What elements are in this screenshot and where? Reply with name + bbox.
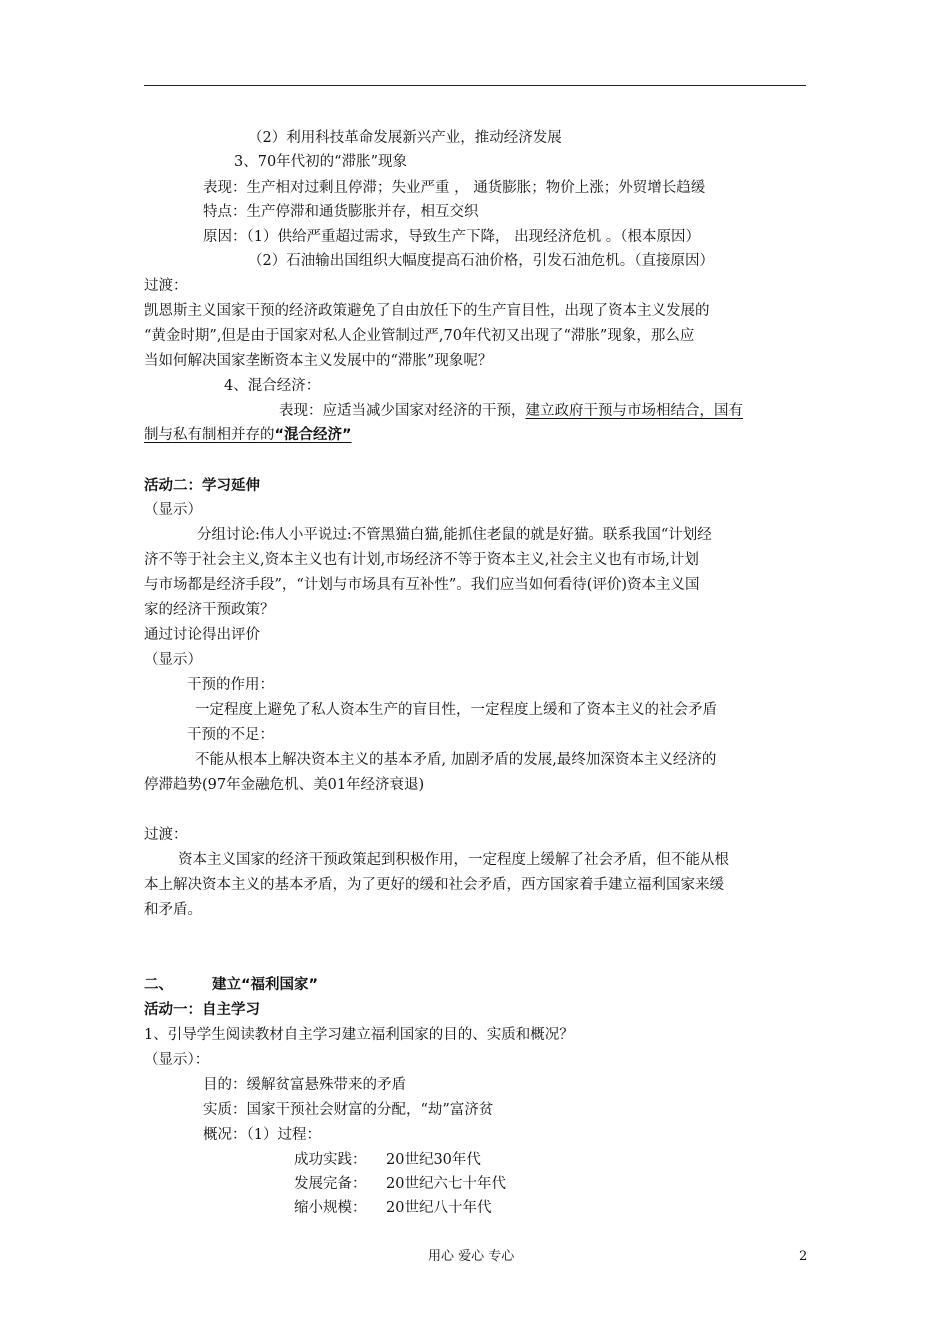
text-line: 资本主义国家的经济干预政策起到积极作用，一定程度上缓解了社会矛盾，但不能从根 — [178, 852, 729, 868]
text-line: 停滞趋势(97年金融危机、美01年经济衰退) — [144, 777, 425, 793]
text-line: 凯恩斯主义国家干预的经济政策避免了自由放任下的生产盲目性，出现了资本主义发展的 — [144, 303, 710, 319]
underlined-bold-text: “混合经济” — [274, 427, 352, 443]
text-line: （显示）： — [144, 1052, 210, 1068]
text-line: （2）利用科技革命发展新兴产业，推动经济发展 — [248, 130, 562, 146]
timeline-label: 成功实践： — [294, 1152, 367, 1168]
timeline-label: 发展完备： — [294, 1176, 367, 1192]
text-line: 与市场都是经济手段”，“计划与市场具有互补性”。我们应当如何看待(评价)资本主义国 — [144, 577, 700, 593]
text-line: 和矛盾。 — [144, 902, 202, 918]
footer-text: 用心 爱心 专心 — [428, 1249, 515, 1264]
text-line: 1、引导学生阅读教材自主学习建立福利国家的目的、实质和概况？ — [144, 1027, 574, 1043]
text-line: 通过讨论得出评价 — [144, 627, 260, 643]
text-line: 3、70年代初的“滞胀”现象 — [234, 154, 408, 170]
text-line: 干预的不足： — [187, 727, 274, 743]
text-line: 实质：国家干预社会财富的分配，“劫”富济贫 — [203, 1102, 494, 1118]
text-line: 干预的作用： — [187, 677, 274, 693]
text-line: 济不等于社会主义,资本主义也有计划,市场经济不等于资本主义,社会主义也有市场,计划 — [144, 552, 699, 568]
text-line: 4、混合经济： — [224, 378, 321, 394]
text-line — [144, 425, 352, 445]
section-heading: 建立“福利国家” — [212, 977, 319, 993]
timeline-value: 20世纪八十年代 — [386, 1200, 492, 1216]
section-heading: 活动一：自主学习 — [144, 1002, 260, 1018]
text-line: 原因：（1）供给严重超过需求，导致生产下降， 出现经济危机 。（根本原因） — [203, 229, 700, 245]
timeline-value: 20世纪六七十年代 — [386, 1176, 506, 1192]
text-line: 不能从根本上解决资本主义的基本矛盾, 加剧矛盾的发展,最终加深资本主义经济的 — [195, 752, 717, 768]
text-line: 一定程度上避免了私人资本生产的盲目性，一定程度上缓和了资本主义的社会矛盾 — [195, 702, 717, 718]
text-line: 特点：生产停滞和通货膨胀并存，相互交织 — [203, 204, 479, 220]
text-line: 家的经济干预政策？ — [144, 602, 275, 618]
text-line: 过渡： — [144, 278, 188, 294]
text-line: 过渡： — [144, 827, 188, 843]
header-rule — [144, 85, 806, 86]
text-line: 当如何解决国家垄断资本主义发展中的“滞胀”现象呢？ — [144, 353, 493, 369]
text-line: 概况：（1）过程： — [203, 1127, 321, 1143]
text-line: 本上解决资本主义的基本矛盾，为了更好的缓和社会矛盾，西方国家着手建立福利国家来缓 — [144, 877, 724, 893]
underlined-text: 建立政府干预与市场相结合，国有 — [525, 403, 743, 419]
section-number: 二、 — [144, 977, 173, 993]
text-line: 目的：缓解贫富悬殊带来的矛盾 — [203, 1077, 406, 1093]
text-line: （2）石油输出国组织大幅度提高石油价格，引发石油危机。（直接原因） — [248, 253, 714, 269]
page-number: 2 — [799, 1249, 808, 1264]
underlined-text: 制与私有制相并存的 — [144, 427, 275, 443]
section-heading: 活动二：学习延伸 — [144, 478, 260, 494]
text-line: （显示） — [144, 502, 202, 518]
text-line: 分组讨论:伟人小平说过:不管黑猫白猫,能抓住老鼠的就是好猫。联系我国“计划经 — [197, 527, 712, 543]
text-line: “黄金时期”,但是由于国家对私人企业管制过严,70年代初又出现了“滞胀”现象，那么应 — [144, 328, 695, 344]
text-span: 表现：应适当减少国家对经济的干预， — [279, 403, 526, 419]
timeline-value: 20世纪30年代 — [386, 1152, 481, 1168]
text-line: （显示） — [144, 652, 202, 668]
timeline-label: 缩小规模： — [294, 1200, 367, 1216]
text-line: 表现：生产相对过剩且停滞；失业严重 ， 通货膨胀；物价上涨；外贸增长趋缓 — [203, 180, 706, 196]
text-line — [279, 401, 743, 421]
